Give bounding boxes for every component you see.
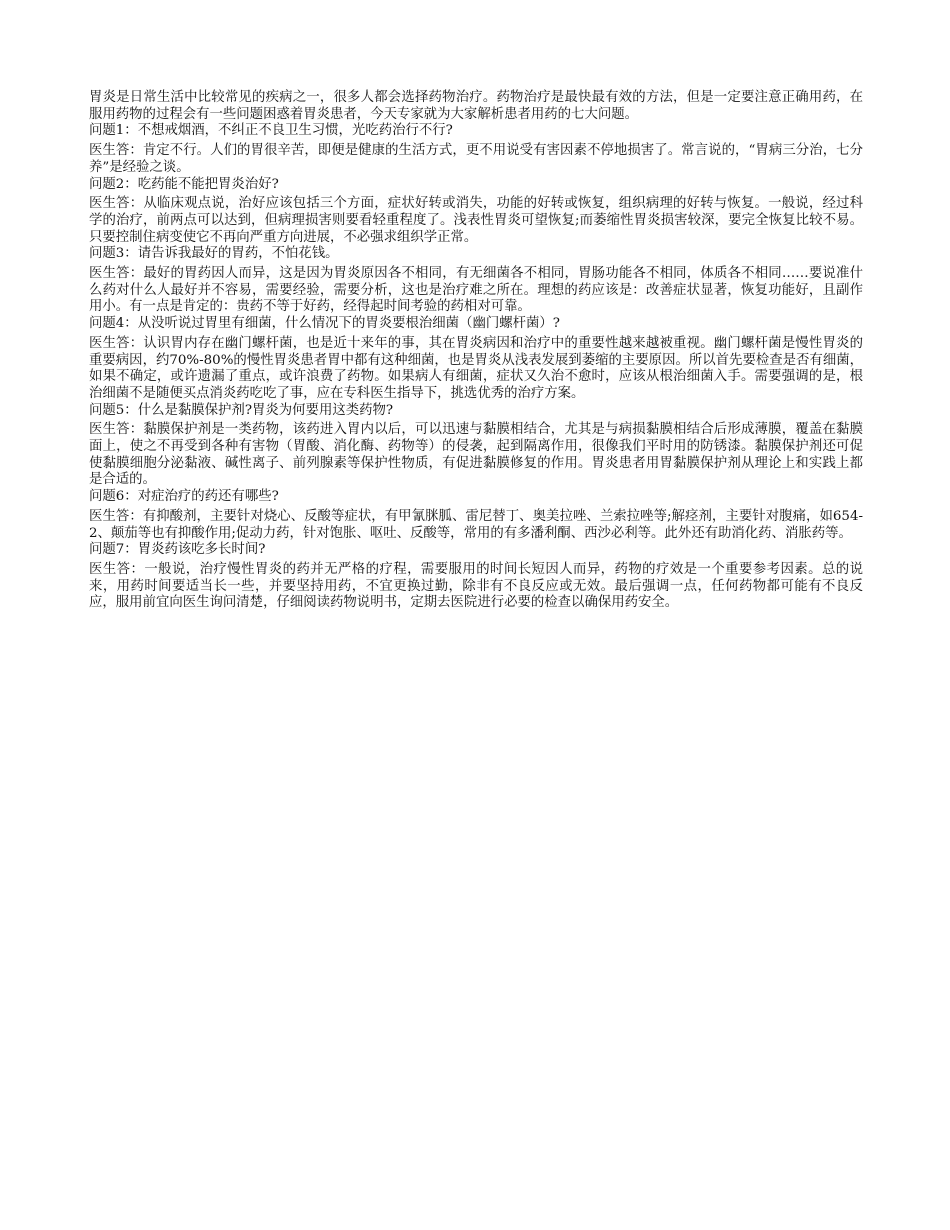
answer-5: 医生答：黏膜保护剂是一类药物，该药进入胃内以后，可以迅速与黏膜相结合，尤其是与病损黏膜相结合后形成薄膜，覆盖在黏膜面上，使之不再受到各种有害物（胃酸、消化酶、药物等）的侵袭，起到隔离作用，很像我们平时用的防锈漆。黏膜保护剂还可促使黏膜细胞分泌黏液、碱性离子、前列腺素等保护性物质，有促进黏膜修复的作用。胃炎患者用胃黏膜保护剂从理论上和实践上都是合适的。 — [89, 422, 863, 488]
answer-7: 医生答：一般说，治疗慢性胃炎的药并无严格的疗程，需要服用的时间长短因人而异，药物的疗效是一个重要参考因素。总的说来，用药时间要适当长一些，并要坚持用药，不宜更换过勤，除非有不良反应或无效。最后强调一点，任何药物都可能有不良反应，服用前宜向医生询问清楚，仔细阅读药物说明书，定期去医院进行必要的检查以确保用药安全。 — [89, 561, 863, 611]
question-5: 问题5：什么是黏膜保护剂?胃炎为何要用这类药物? — [89, 402, 394, 418]
answer-4: 医生答：认识胃内存在幽门螺杆菌，也是近十来年的事，其在胃炎病因和治疗中的重要性越来越被重视。幽门螺杆菌是慢性胃炎的重要病因，约70%-80%的慢性胃炎患者胃中都有这种细菌，也是胃炎从浅表发展到萎缩的主要原因。所以首先要检查是否有细菌，如果不确定，或许遗漏了重点，或许浪费了药物。如果病人有细菌，症状又久治不愈时，应该从根治细菌入手。需要强调的是，根治细菌不是随便买点消炎药吃吃了事，应在专科医生指导下，挑选优秀的治疗方案。 — [89, 335, 863, 401]
answer-6: 医生答：有抑酸剂，主要针对烧心、反酸等症状，有甲氰脒胍、雷尼替丁、奥美拉唑、兰索拉唑等;解痉剂，主要针对腹痛，如654-2、颠茄等也有抑酸作用;促动力药，针对饱胀、呕吐、反酸等，常用的有多潘利酮、西沙必利等。此外还有助消化药、消胀药等。 — [89, 508, 863, 541]
question-4: 问题4：从没听说过胃里有细菌，什么情况下的胃炎要根治细菌（幽门螺杆菌）? — [89, 316, 560, 332]
answer-2: 医生答：从临床观点说，治好应该包括三个方面，症状好转或消失，功能的好转或恢复，组织病理的好转与恢复。一般说，经过科学的治疗，前两点可以达到，但病理损害则要看轻重程度了。浅表性胃炎可望恢复;而萎缩性胃炎损害较深，要完全恢复比较不易。只要控制住病变使它不再向严重方向进展，不必强求组织学正常。 — [89, 196, 863, 245]
question-3: 问题3：请告诉我最好的胃药，不怕花钱。 — [89, 246, 339, 262]
question-6: 问题6：对症治疗的药还有哪些? — [89, 489, 279, 505]
question-1: 问题1：不想戒烟酒，不纠正不良卫生习惯，光吃药治行不行? — [89, 123, 453, 139]
intro-paragraph: 胃炎是日常生活中比较常见的疾病之一，很多人都会选择药物治疗。药物治疗是最快最有效的方法，但是一定要注意正确用药，在服用药物的过程会有一些问题困惑着胃炎患者，今天专家就为大家解析患者用药的七大问题。 — [89, 90, 863, 122]
answer-3: 医生答：最好的胃药因人而异，这是因为胃炎原因各不相同，有无细菌各不相同，胃肠功能各不相同，体质各不相同……要说准什么药对什么人最好并不容易，需要经验，需要分析，这也是治疗难之所在。理想的药应该是：改善症状显著，恢复功能好，且副作用小。有一点是肯定的：贵药不等于好药，经得起时间考验的药相对可靠。 — [89, 266, 863, 315]
question-7: 问题7：胃炎药该吃多长时间? — [89, 542, 266, 558]
document-body — [89, 90, 863, 612]
question-2: 问题2：吃药能不能把胃炎治好? — [89, 176, 279, 192]
answer-1: 医生答：肯定不行。人们的胃很辛苦，即便是健康的生活方式，更不用说受有害因素不停地损害了。常言说的，“胃病三分治，七分养”是经验之谈。 — [89, 143, 863, 175]
